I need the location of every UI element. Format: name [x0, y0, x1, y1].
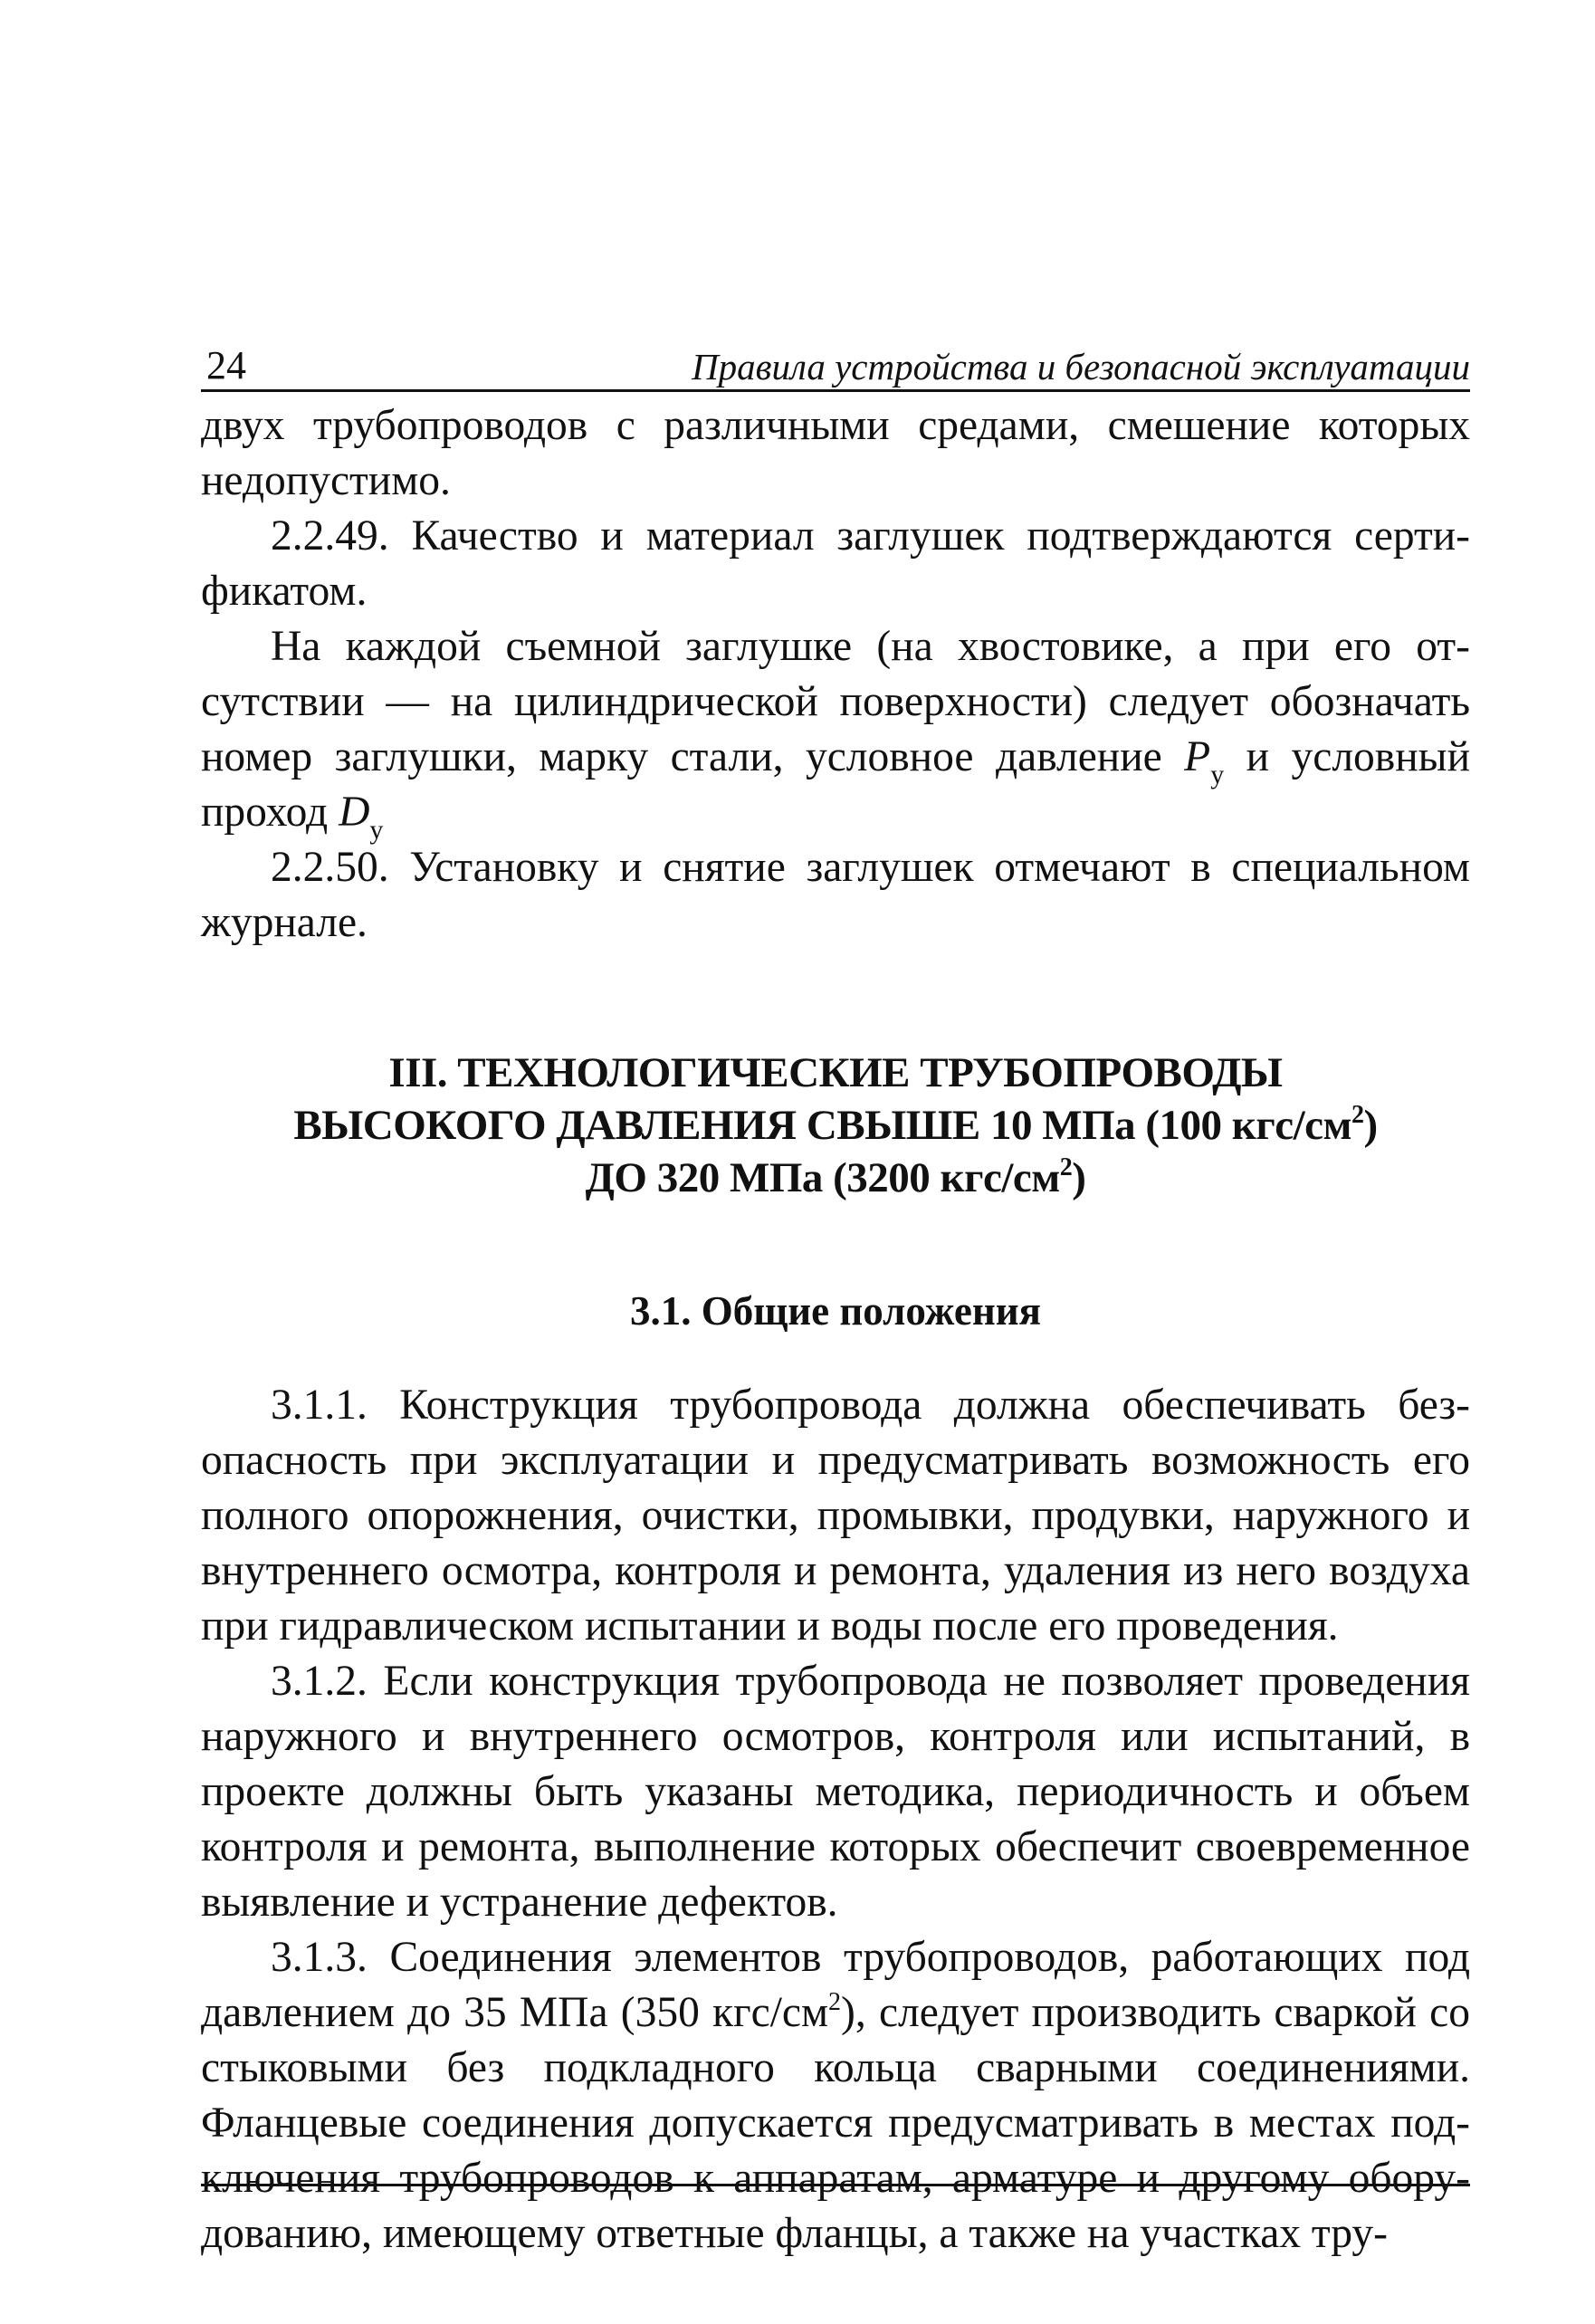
- chapter-title-line-2-text: ВЫСОКОГО ДАВЛЕНИЯ СВЫШЕ 10 МПа (100 кгс/см: [293, 1102, 1352, 1149]
- paragraph-3-1-3-sup: 2: [828, 1988, 842, 2016]
- chapter-title-line-3-sup: 2: [1059, 1153, 1073, 1181]
- chapter-title-line-2-sup: 2: [1351, 1101, 1364, 1129]
- paragraph-plug-marking: [201, 619, 1470, 845]
- chapter-title-line-2-end: ): [1363, 1102, 1378, 1149]
- paragraph-3-1-1: 3.1.1. Конструкция трубопровода должна обеспечивать безопасность при эксплуатации и предусматривать возможность его полного опорожнения, очистки, промывки, продувки, наружного и внутреннего осмотра, контроля и ремонта, удаления из него воздуха при гидравлическом испытании и воды после его проведения.: [201, 1382, 1470, 1650]
- plug-marking-text-a: На каждой съемной заглушке (на хвостовике, а при его отсутствии — на цилиндрической поверхности) следует обозначать номер заглушки, марку стали, условное давление: [201, 623, 1470, 780]
- paragraph-2-2-50: 2.2.50. Установку и снятие заглушек отмечают в специальном журнале.: [201, 844, 1470, 946]
- paragraph-2-2-49: 2.2.49. Качество и материал заглушек подтверждаются сертификатом.: [201, 512, 1470, 615]
- subscript-y-1: у: [1210, 760, 1225, 789]
- plug-marking-text-b: и условный проход: [201, 733, 1470, 836]
- paragraph-3-1-3-text-b: ), следует производить сваркой со стыковыми без подкладного кольца сварными соединениями. Фланцевые соединения допускается предусматривать в местах подключения трубопроводов к аппаратам, арматуре и другому оборудованию, имеющему ответные фланцы, а также на участках тру-: [201, 1989, 1470, 2257]
- symbol-d: D: [339, 789, 370, 836]
- symbol-p: P: [1184, 733, 1211, 780]
- chapter-title-line-3-text: ДО 320 МПа (3200 кгс/см: [585, 1154, 1060, 1201]
- paragraph-continuation: двух трубопроводов с различными средами, смешение которых недопустимо.: [201, 402, 1470, 504]
- chapter-title-line-1: III. ТЕХНОЛОГИЧЕСКИЕ ТРУБОПРОВОДЫ: [388, 1049, 1283, 1096]
- section-title: 3.1. Общие положения: [629, 1288, 1042, 1334]
- running-head: [201, 335, 1470, 392]
- chapter-title-line-2: [201, 1099, 1470, 1152]
- paragraph-3-1-3: [201, 1930, 1470, 2262]
- chapter-title-line-3: [201, 1152, 1470, 1204]
- paragraph-3-1-2: 3.1.2. Если конструкция трубопровода не позволяет проведения наружного и внутреннего осмотров, контроля или испытаний, в проекте должны быть указаны методика, периодичность и объем контроля и ремонта, выполнение которых обеспечит своевременное выявление и устранение дефектов.: [201, 1658, 1470, 1926]
- subscript-y-2: у: [369, 815, 384, 845]
- bottom-rule: [201, 2184, 1470, 2186]
- chapter-title: [201, 1047, 1470, 1204]
- page-body: [201, 398, 1470, 2262]
- running-title: Правила устройства и безопасной эксплуатации: [692, 346, 1470, 387]
- chapter-title-line-3-end: ): [1072, 1154, 1086, 1201]
- paragraph-3-1-3-text-a: 3.1.3. Соединения элементов трубопроводов, работающих под давлением до 35 МПа (350 кгс/см: [201, 1934, 1470, 2036]
- page-number: 24: [206, 343, 246, 387]
